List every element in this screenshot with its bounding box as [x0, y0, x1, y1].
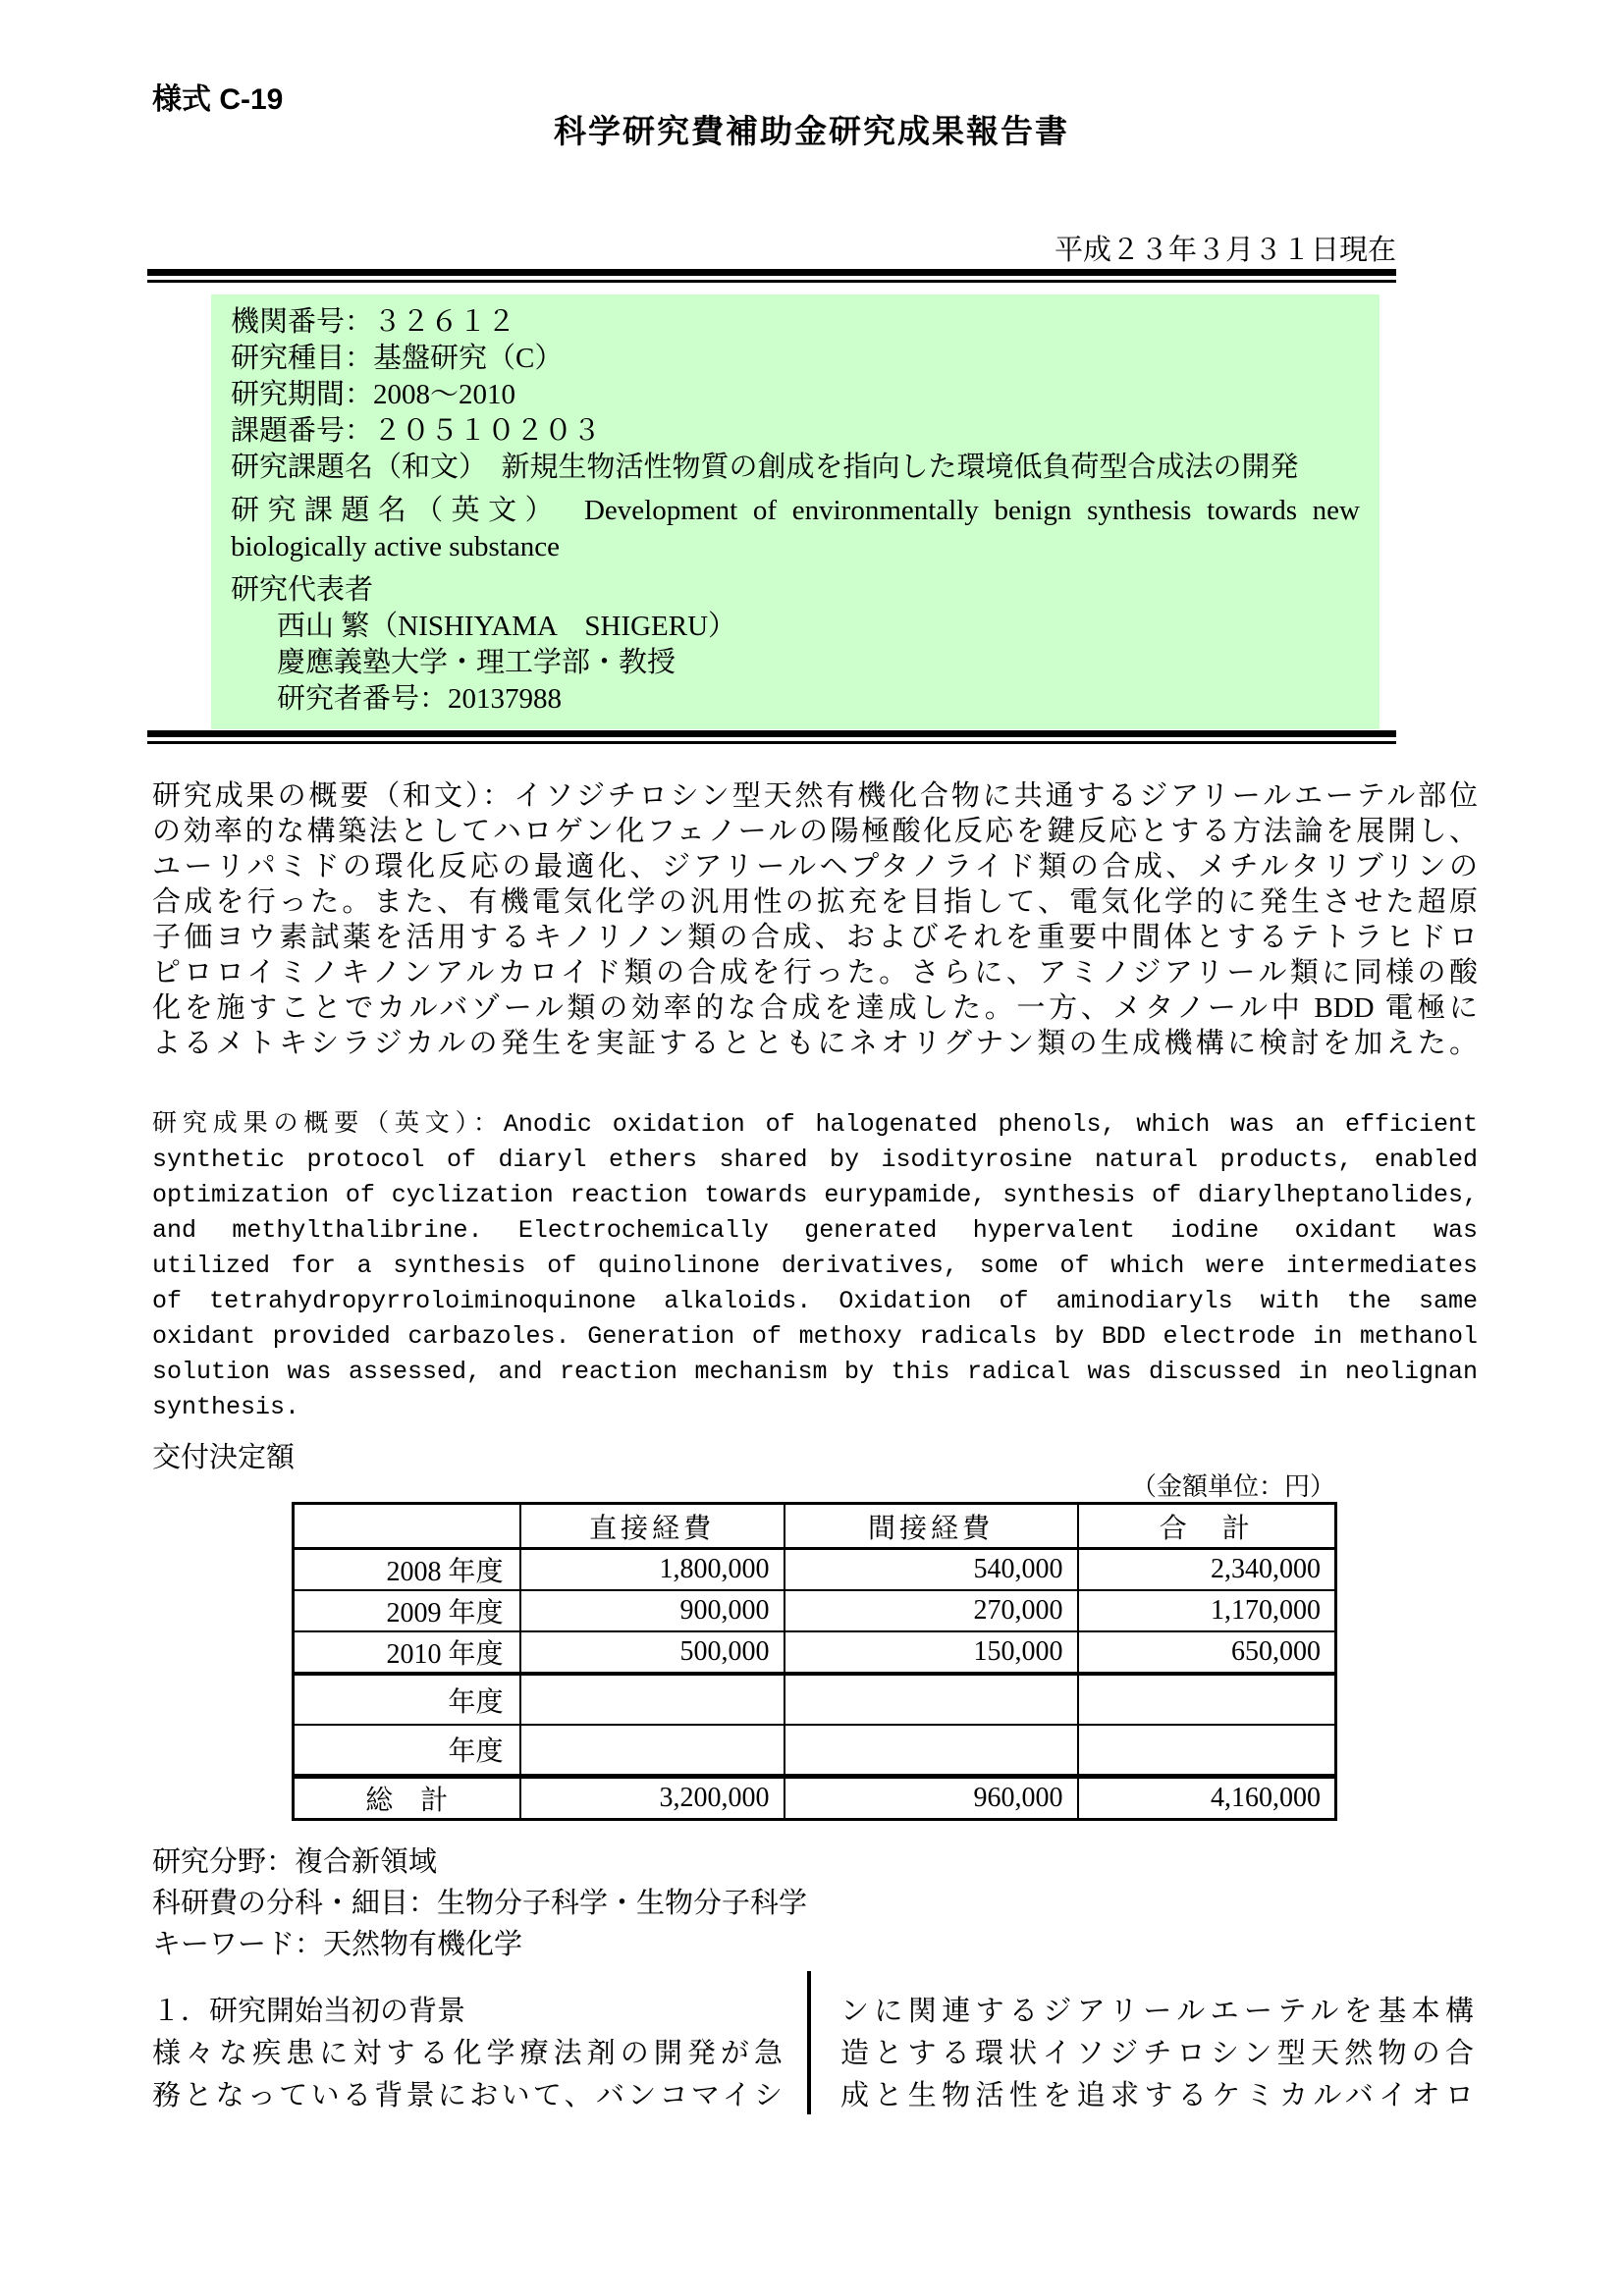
funding-header-indirect: 間接経費 — [784, 1504, 1078, 1549]
body-right-line: 造とする環状イソジチロシン型天然物の合 — [840, 2038, 1474, 2069]
abstract-en-line: solution was assessed, and reaction mechanism by this radical was discussed in neolignan — [152, 1358, 1478, 1386]
project-title-ja: 研究課題名（和文） 新規生物活性物質の創成を指向した環境低負荷型合成法の開発 — [231, 452, 1299, 483]
abstract-ja-line: 化を施すことでカルバゾール類の効率的な合成を達成した。一方、メタノール中 BDD 電極に — [152, 992, 1478, 1024]
total-cost: 1,170,000 — [1078, 1590, 1336, 1631]
pi-affiliation: 慶應義塾大学・理工学部・教授 — [277, 647, 676, 678]
header-rule-thick — [147, 269, 1396, 276]
indirect-cost — [784, 1725, 1078, 1776]
research-subfield: 科研費の分科・細目：生物分子科学・生物分子科学 — [152, 1888, 808, 1919]
pi-number: 研究者番号：20137988 — [277, 683, 563, 715]
body-right-column — [840, 1991, 1474, 2117]
total-cost: 2,340,000 — [1078, 1549, 1336, 1591]
abstract-ja-line: よるメトキシラジカルの発生を実証するとともにネオリグナン類の生成機構に検討を加えた。 — [152, 1028, 1478, 1059]
infobox-rule-thick — [147, 730, 1396, 737]
row-label: 2008 年度 — [294, 1549, 520, 1591]
project-title-en-line1: 研究課題名（英文） Development of environmentally benign synthesis towards new — [231, 495, 1360, 526]
indirect-cost: 150,000 — [784, 1631, 1078, 1674]
indirect-cost — [784, 1674, 1078, 1725]
funding-row-blank2 — [294, 1725, 1336, 1776]
project-number: 課題番号：２０５１０２０３ — [231, 415, 602, 447]
row-label: 年度 — [294, 1674, 520, 1725]
direct-cost: 900,000 — [520, 1590, 784, 1631]
funding-heading: 交付決定額 — [152, 1442, 296, 1473]
funding-unit-note: （金額単位：円） — [1130, 1472, 1335, 1501]
indirect-cost: 270,000 — [784, 1590, 1078, 1631]
funding-header-row — [294, 1504, 1336, 1549]
row-label: 2009 年度 — [294, 1590, 520, 1631]
funding-header-total: 合 計 — [1078, 1504, 1336, 1549]
funding-row-2010 — [294, 1631, 1336, 1674]
info-box — [211, 294, 1380, 729]
direct-cost: 3,200,000 — [520, 1776, 784, 1819]
funding-table — [292, 1502, 1337, 1821]
pi-header: 研究代表者 — [231, 574, 374, 606]
total-cost: 650,000 — [1078, 1631, 1336, 1674]
page-title: 科学研究費補助金研究成果報告書 — [554, 113, 1069, 149]
direct-cost: 1,800,000 — [520, 1549, 784, 1591]
abstract-en-line: oxidant provided carbazoles. Generation of methoxy radicals by BDD electrode in methanol — [152, 1322, 1478, 1351]
direct-cost — [520, 1725, 784, 1776]
institution-number: 機関番号：３２６１２ — [231, 306, 516, 338]
date-note: 平成２３年３月３１日現在 — [1054, 235, 1396, 266]
row-label: 2010 年度 — [294, 1631, 520, 1674]
research-period: 研究期間：2008～2010 — [231, 379, 516, 410]
research-category: 研究種目：基盤研究（C） — [231, 343, 564, 374]
total-cost: 4,160,000 — [1078, 1776, 1336, 1819]
indirect-cost: 540,000 — [784, 1549, 1078, 1591]
section1-heading: １．研究開始当初の背景 — [152, 1996, 466, 2027]
body-right-line: ンに関連するジアリールエーテルを基本構 — [840, 1996, 1474, 2027]
funding-row-total — [294, 1776, 1336, 1819]
body-left-column — [152, 1991, 783, 2117]
pi-name: 西山 繁（NISHIYAMA SHIGERU） — [277, 611, 737, 642]
total-cost — [1078, 1725, 1336, 1776]
abstract-ja-line: ユーリパミドの環化反応の最適化、ジアリールヘプタノライド類の合成、メチルタリブリンの — [152, 851, 1478, 882]
form-number: 様式 C-19 — [152, 83, 284, 116]
body-right-line: 成と生物活性を追求するケミカルバイオロ — [840, 2080, 1474, 2111]
abstract-en-line: of tetrahydropyrroloiminoquinone alkaloids. Oxidation of aminodiaryls with the same — [152, 1287, 1478, 1315]
abstract-ja-line: 研究成果の概要（和文）：イソジチロシン型天然有機化合物に共通するジアリールエーテル部位 — [152, 780, 1478, 812]
abstract-en-line: utilized for a synthesis of quinolinone derivatives, some of which were intermediates — [152, 1252, 1478, 1280]
row-label: 年度 — [294, 1725, 520, 1776]
funding-row-blank1 — [294, 1674, 1336, 1725]
abstract-ja-line: の効率的な構築法としてハロゲン化フェノールの陽極酸化反応を鍵反応とする方法論を展開し、 — [152, 816, 1478, 847]
keywords: キーワード：天然物有機化学 — [152, 1929, 523, 1960]
body-left-line: 務となっている背景において、バンコマイシ — [152, 2080, 783, 2111]
funding-row-2009 — [294, 1590, 1336, 1631]
column-divider — [807, 1971, 811, 2114]
abstract-en-line: 研究成果の概要（英文）：Anodic oxidation of halogenated phenols, which was an efficient — [152, 1110, 1478, 1139]
abstract-en-line: synthetic protocol of diaryl ethers shared by isodityrosine natural products, enabled — [152, 1146, 1478, 1174]
abstract-en — [152, 1107, 1478, 1425]
indirect-cost: 960,000 — [784, 1776, 1078, 1819]
funding-row-2008 — [294, 1549, 1336, 1591]
abstract-ja — [152, 778, 1478, 1061]
direct-cost — [520, 1674, 784, 1725]
header-rule-thin — [147, 280, 1396, 283]
abstract-en-line: and methylthalibrine. Electrochemically generated hypervalent iodine oxidant was — [152, 1216, 1478, 1245]
abstract-ja-line: ピロロイミノキノンアルカロイド類の合成を行った。さらに、アミノジアリール類に同様の酸 — [152, 957, 1478, 988]
row-label: 総 計 — [294, 1776, 520, 1819]
abstract-ja-line: 合成を行った。また、有機電気化学の汎用性の拡充を目指して、電気化学的に発生させた超原 — [152, 886, 1478, 918]
project-title-en-line2: biologically active substance — [231, 531, 561, 562]
abstract-ja-line: 子価ヨウ素試薬を活用するキノリノン類の合成、およびそれを重要中間体とするテトラヒドロ — [152, 922, 1478, 953]
research-field: 研究分野：複合新領域 — [152, 1846, 438, 1878]
direct-cost: 500,000 — [520, 1631, 784, 1674]
funding-header-blank — [294, 1504, 520, 1549]
abstract-en-line: optimization of cyclization reaction towards eurypamide, synthesis of diarylheptanolides, — [152, 1181, 1478, 1209]
total-cost — [1078, 1674, 1336, 1725]
funding-header-direct: 直接経費 — [520, 1504, 784, 1549]
abstract-en-line: synthesis. — [152, 1393, 300, 1421]
body-left-line: 様々な疾患に対する化学療法剤の開発が急 — [152, 2038, 783, 2069]
infobox-rule-thin — [147, 741, 1396, 744]
